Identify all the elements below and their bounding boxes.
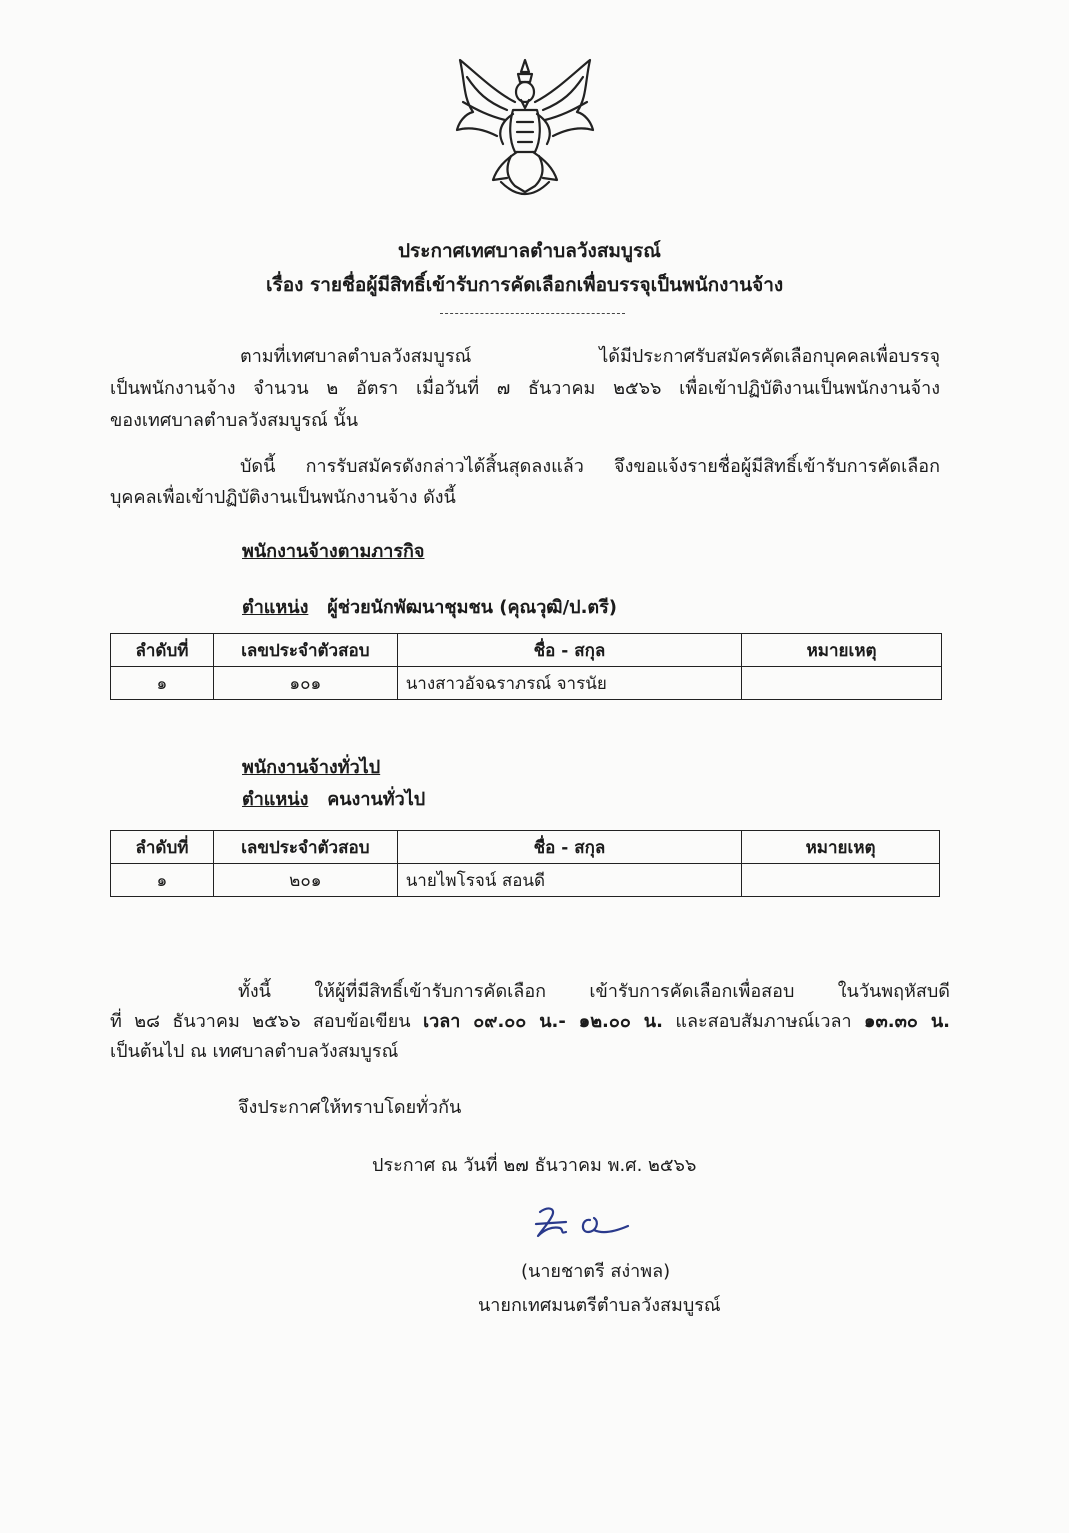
cell-exam-id: ๒๐๑	[213, 864, 397, 897]
cell-order: ๑	[111, 864, 214, 897]
written-exam-time: เวลา ๐๙.๐๐ น.- ๑๒.๐๐ น.	[422, 1011, 663, 1032]
col-exam-id: เลขประจำตัวสอบ	[213, 831, 397, 864]
schedule-date-text: ที่ ๒๘ ธันวาคม ๒๕๖๖ สอบข้อเขียน	[110, 1011, 423, 1032]
table-header-row	[111, 831, 940, 864]
signature-mark	[530, 1200, 640, 1245]
col-note: หมายเหตุ	[742, 831, 940, 864]
section1-position-label: ตำแหน่ง	[242, 597, 309, 618]
closing-text: จึงประกาศให้ทราบโดยทั่วกัน	[238, 1097, 462, 1118]
para2-line2: บุคคลเพื่อเข้าปฏิบัติงานเป็นพนักงานจ้าง ดังนี้	[110, 487, 456, 508]
interview-time: ๑๓.๓๐ น.	[864, 1011, 950, 1032]
section1-position	[242, 592, 617, 621]
signer-title: นายกเทศมนตรีตำบลวังสมบูรณ์	[478, 1295, 721, 1316]
header-subject: เรื่อง รายชื่อผู้มีสิทธิ์เข้ารับการคัดเลือกเพื่อบรรจุเป็นพนักงานจ้าง	[266, 274, 784, 296]
section2-position	[242, 784, 425, 813]
cell-note	[742, 864, 940, 897]
section2-table	[110, 830, 940, 897]
section2-position-name: คนงานทั่วไป	[327, 789, 426, 810]
col-order: ลำดับที่	[111, 634, 214, 667]
col-note: หมายเหตุ	[742, 634, 942, 667]
cell-note	[742, 667, 942, 700]
table-row	[111, 864, 940, 897]
cell-order: ๑	[111, 667, 214, 700]
col-name: ชื่อ - สกุล	[397, 634, 741, 667]
para1-line1: ตามที่เทศบาลตำบลวังสมบูรณ์ ได้มีประกาศรับสมัครคัดเลือกบุคคลเพื่อบรรจุ	[240, 346, 940, 367]
col-name: ชื่อ - สกุล	[397, 831, 742, 864]
table-row	[111, 667, 942, 700]
table-header-row	[111, 634, 942, 667]
section1-heading: พนักงานจ้างตามภารกิจ	[242, 541, 425, 562]
para1-line2: เป็นพนักงานจ้าง จำนวน ๒ อัตรา เมื่อวันที่ ๗ ธันวาคม ๒๕๖๖ เพื่อเข้าปฏิบัติงานเป็นพนักงานจ้าง	[110, 378, 940, 399]
col-order: ลำดับที่	[111, 831, 214, 864]
separator	[440, 313, 625, 314]
header-line-1: ประกาศเทศบาลตำบลวังสมบูรณ์	[398, 240, 661, 262]
cell-name: นายไพโรจน์ สอนดี	[397, 864, 742, 897]
interview-text: และสอบสัมภาษณ์เวลา	[662, 1011, 865, 1032]
schedule-line3: เป็นต้นไป ณ เทศบาลตำบลวังสมบูรณ์	[110, 1041, 399, 1062]
section2-heading: พนักงานจ้างทั่วไป	[242, 757, 381, 778]
section1-position-name: ผู้ช่วยนักพัฒนาชุมชน (คุณวุฒิ/ป.ตรี)	[327, 597, 617, 618]
announce-date: ประกาศ ณ วันที่ ๒๗ ธันวาคม พ.ศ. ๒๕๖๖	[372, 1155, 697, 1176]
section2-position-label: ตำแหน่ง	[242, 789, 309, 810]
para1-line3: ของเทศบาลตำบลวังสมบูรณ์ นั้น	[110, 410, 359, 431]
section1-table	[110, 633, 942, 700]
cell-name: นางสาวอัจฉราภรณ์ จารนัย	[397, 667, 741, 700]
schedule-line2	[110, 1006, 950, 1035]
signer-name: (นายชาตรี สง่าพล)	[521, 1261, 671, 1282]
garuda-emblem-icon	[445, 52, 605, 197]
cell-exam-id: ๑๐๑	[213, 667, 397, 700]
col-exam-id: เลขประจำตัวสอบ	[213, 634, 397, 667]
para2-line1: บัดนี้ การรับสมัครดังกล่าวได้สิ้นสุดลงแล้ว จึงขอแจ้งรายชื่อผู้มีสิทธิ์เข้ารับการคัดเลือก	[240, 456, 940, 477]
schedule-line1: ทั้งนี้ ให้ผู้ที่มีสิทธิ์เข้ารับการคัดเลือก เข้ารับการคัดเลือกเพื่อสอบ ในวันพฤหัสบดี	[238, 981, 950, 1002]
